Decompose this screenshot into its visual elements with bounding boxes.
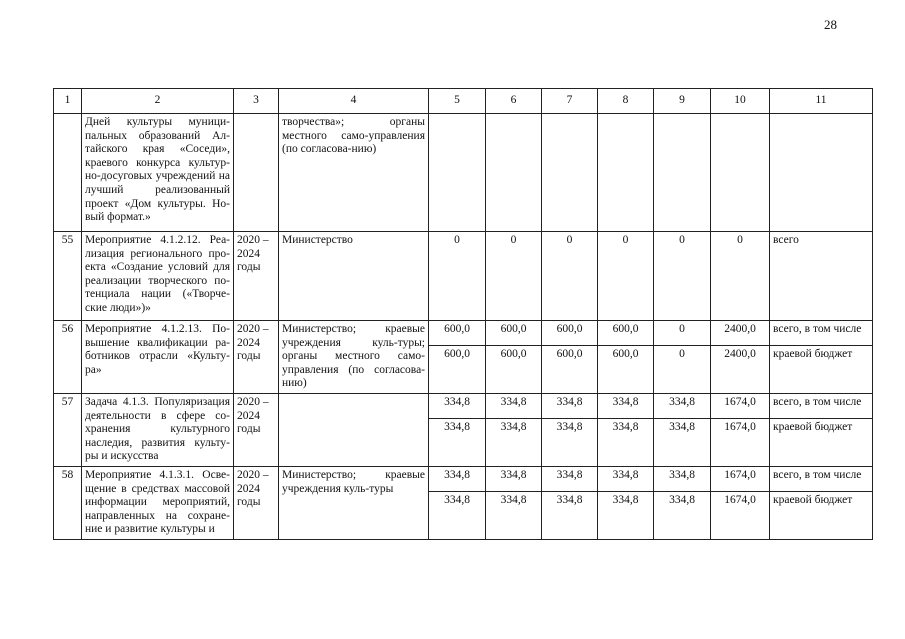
funding-value: 334,8 [486, 491, 542, 539]
funding-value: 0 [429, 232, 486, 321]
funding-value: 334,8 [654, 466, 711, 491]
activity-name: Мероприятие 4.1.3.1. Осве-щение в средствах массовой информации мероприятий, направленных на сохране-ние и развитие культуры и [82, 466, 234, 539]
funding-value [654, 114, 711, 232]
row-number: 56 [54, 321, 82, 394]
period-years: 2020 – 2024 годы [234, 321, 279, 394]
funding-value: 600,0 [598, 346, 654, 394]
column-header: 6 [486, 89, 542, 114]
funding-value: 334,8 [542, 393, 598, 418]
funding-value: 334,8 [429, 393, 486, 418]
funding-value: 600,0 [429, 346, 486, 394]
period-years: 2020 – 2024 годы [234, 466, 279, 539]
funding-value: 334,8 [542, 491, 598, 539]
executor: Министерство; краевые учреждения куль-туры; органы местного само-управления (по согласова-нию) [279, 321, 429, 394]
table-row [54, 114, 873, 232]
funding-value [486, 114, 542, 232]
funding-source [770, 114, 873, 232]
funding-value: 334,8 [429, 491, 486, 539]
funding-source: краевой бюджет [770, 491, 873, 539]
funding-value: 1674,0 [711, 393, 770, 418]
funding-value: 0 [598, 232, 654, 321]
column-header: 3 [234, 89, 279, 114]
table-row [54, 466, 873, 491]
column-header: 1 [54, 89, 82, 114]
funding-value: 334,8 [429, 418, 486, 466]
column-header: 10 [711, 89, 770, 114]
executor: Министерство; краевые учреждения куль-туры [279, 466, 429, 539]
activity-name: Мероприятие 4.1.2.12. Реа-лизация регионального про-екта «Создание условий для реализации творческого по-тенциала нации («Творче-ские люди»)» [82, 232, 234, 321]
funding-value [598, 114, 654, 232]
funding-value: 334,8 [598, 418, 654, 466]
funding-source: краевой бюджет [770, 418, 873, 466]
row-number: 57 [54, 393, 82, 466]
funding-value: 600,0 [598, 321, 654, 346]
funding-value: 0 [711, 232, 770, 321]
executor: творчества»; органы местного само-управления (по согласова-нию) [279, 114, 429, 232]
row-number: 58 [54, 466, 82, 539]
funding-value [542, 114, 598, 232]
funding-value: 334,8 [542, 418, 598, 466]
funding-source: всего, в том числе [770, 466, 873, 491]
funding-value [429, 114, 486, 232]
funding-source: всего, в том числе [770, 393, 873, 418]
funding-value: 334,8 [654, 491, 711, 539]
column-header: 4 [279, 89, 429, 114]
activity-name: Дней культуры муници-пальных образований Ал-тайского края «Соседи», краевого конкурса культур-но-досуговых учреждений на лучший реализованный проект «Дом культуры. Но-вый формат.» [82, 114, 234, 232]
funding-value: 0 [654, 232, 711, 321]
funding-value: 2400,0 [711, 346, 770, 394]
column-header: 8 [598, 89, 654, 114]
funding-value: 600,0 [486, 346, 542, 394]
activity-name: Мероприятие 4.1.2.13. По-вышение квалификации ра-ботников отрасли «Культу-ра» [82, 321, 234, 394]
funding-value: 0 [486, 232, 542, 321]
column-header: 11 [770, 89, 873, 114]
funding-value: 334,8 [654, 393, 711, 418]
activity-table [53, 88, 873, 540]
table-header-row [54, 89, 873, 114]
funding-value: 0 [654, 321, 711, 346]
funding-source: всего, в том числе [770, 321, 873, 346]
funding-value: 2400,0 [711, 321, 770, 346]
column-header: 5 [429, 89, 486, 114]
row-number [54, 114, 82, 232]
funding-value: 334,8 [486, 466, 542, 491]
funding-value: 334,8 [486, 418, 542, 466]
funding-value [711, 114, 770, 232]
period-years: 2020 – 2024 годы [234, 393, 279, 466]
funding-value: 600,0 [486, 321, 542, 346]
funding-value: 1674,0 [711, 466, 770, 491]
executor [279, 393, 429, 466]
funding-value: 600,0 [429, 321, 486, 346]
funding-source: краевой бюджет [770, 346, 873, 394]
funding-value: 600,0 [542, 346, 598, 394]
column-header: 9 [654, 89, 711, 114]
funding-value: 0 [542, 232, 598, 321]
funding-value: 334,8 [654, 418, 711, 466]
funding-value: 334,8 [429, 466, 486, 491]
period-years: 2020 – 2024 годы [234, 232, 279, 321]
funding-value: 334,8 [598, 491, 654, 539]
table-row [54, 393, 873, 418]
funding-value: 1674,0 [711, 491, 770, 539]
funding-source: всего [770, 232, 873, 321]
activity-name: Задача 4.1.3. Популяризация деятельности в сфере со-хранения культурного наследия, развития культу-ры и искусства [82, 393, 234, 466]
funding-value: 334,8 [598, 466, 654, 491]
funding-value: 334,8 [486, 393, 542, 418]
row-number: 55 [54, 232, 82, 321]
period-years [234, 114, 279, 232]
funding-value: 0 [654, 346, 711, 394]
funding-value: 334,8 [598, 393, 654, 418]
page-number: 28 [824, 17, 837, 32]
column-header: 2 [82, 89, 234, 114]
table-row [54, 321, 873, 346]
funding-value: 600,0 [542, 321, 598, 346]
executor: Министерство [279, 232, 429, 321]
funding-value: 334,8 [542, 466, 598, 491]
funding-value: 1674,0 [711, 418, 770, 466]
column-header: 7 [542, 89, 598, 114]
table-row [54, 232, 873, 321]
